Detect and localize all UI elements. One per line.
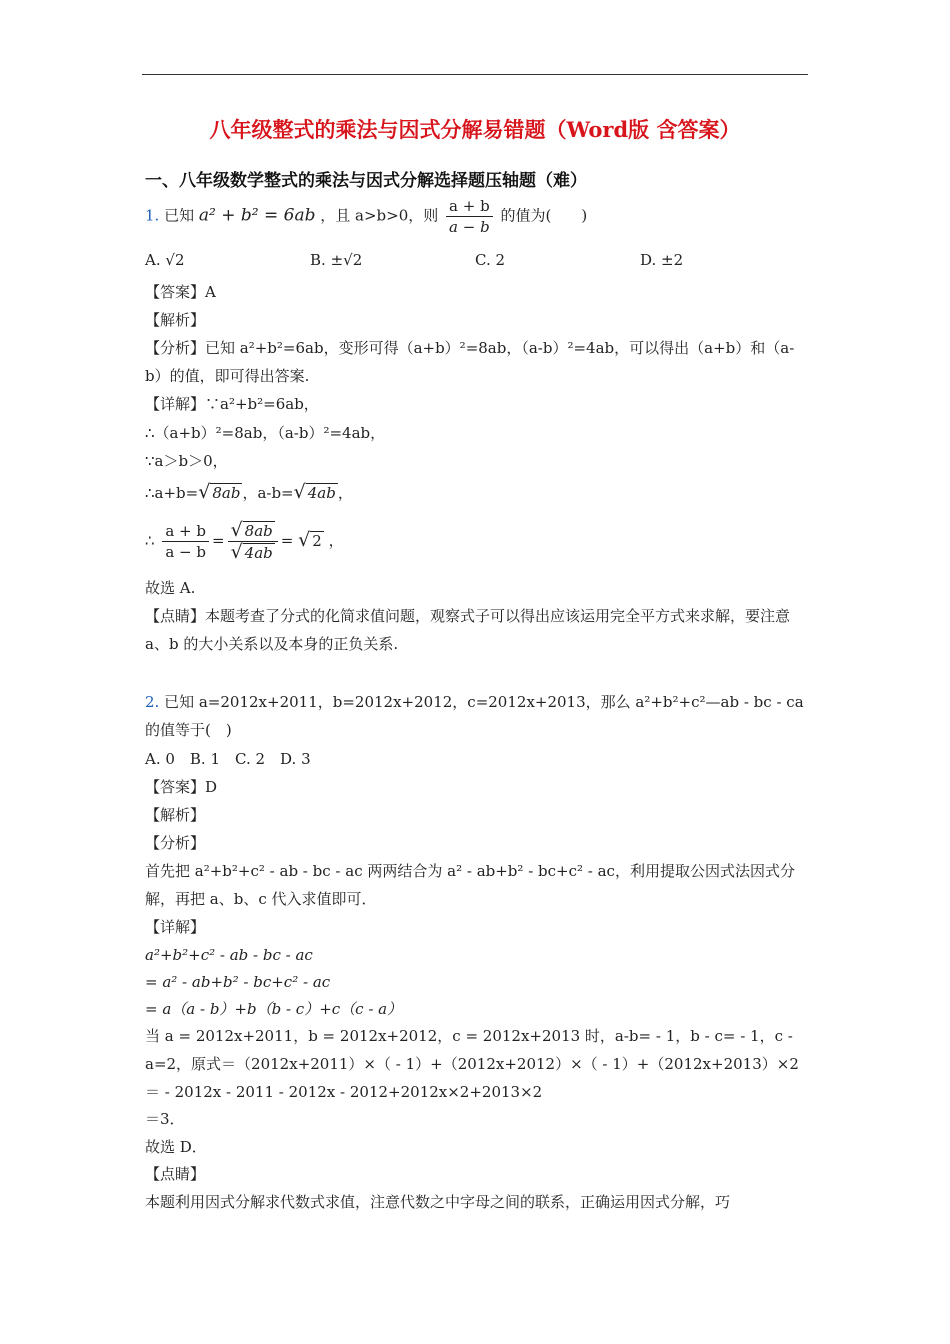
q1-stem-c: 的值为( ) <box>500 206 588 225</box>
q1-step-4: ∴ $\frac{a + b}{a - b}$ = $\frac{√ 8ab}{√ 4ab}$ = √ 2 ， <box>145 519 344 563</box>
q1-step-2: ∵a＞b＞0， <box>145 452 228 470</box>
q1-step-1: ∴（a+b）²=8ab，（a-b）²=4ab， <box>145 424 386 442</box>
q1-step-3: ∴a+b=√ 8ab ，a-b=√ 4ab ， <box>145 481 353 503</box>
sqrt-8ab: √ 8ab <box>198 481 241 503</box>
q1-step4-fraction: $\frac{a + b}{a - b}$ <box>162 521 209 562</box>
q1-fraction <box>446 196 493 237</box>
document-title: 八年级整式的乘法与因式分解易错题（Word版 含答案） <box>209 117 741 142</box>
section-heading: 一、八年级数学整式的乘法与因式分解选择题压轴题（难） <box>145 171 587 191</box>
q2-answer: 【答案】D <box>145 778 218 796</box>
q2-fenxi-heading: 【分析】 <box>145 834 206 852</box>
q2-dianjing: 本题利用因式分解求代数式求值，注意代数之中字母之间的联系，正确运用因式分解，巧 <box>145 1193 731 1211</box>
q2-xiangjie-heading: 【详解】 <box>145 918 206 936</box>
sqrt-4ab: √ 4ab <box>293 481 336 503</box>
q1-fraction-numerator: a + b <box>446 196 493 217</box>
q1-option-d: D. ±2 <box>640 251 684 269</box>
q1-dianjing: 【点睛】本题考查了分式的化简求值问题，观察式子可以得出应该运用完全平方式来求解，要注意 a、b 的大小关系以及本身的正负关系. <box>145 607 791 653</box>
q2-fenxi: 首先把 a²+b²+c² - ab - bc - ac 两两结合为 a² - ab+b² - bc+c² - ac，利用提取公因式法因式分解，再把 a、b、c 代入求值即可． <box>145 862 795 908</box>
q2-step-5: ＝ - 2012x - 2011 - 2012x - 2012+2012x×2+2013×2 <box>145 1083 543 1101</box>
q2-dianjing-heading: 【点睛】 <box>145 1165 206 1183</box>
q2-stem: 2. 已知 a=2012x+2011，b=2012x+2012，c=2012x+2013，那么 a²+b²+c²—ab - bc - ca 的值等于( ) <box>145 693 804 739</box>
q2-step-6: ＝3． <box>145 1110 185 1128</box>
q2-step-4: 当 a = 2012x+2011，b = 2012x+2012，c = 2012x+2013 时，a-b= - 1，b - c= - 1，c - a=2，原式＝（2012x+2011）×（ - 1）+（2012x+2012）×（ - 1）+（2012x+2013）×2 <box>145 1027 799 1073</box>
q1-equation: a² + b² = 6ab <box>198 205 316 226</box>
q1-xiangjie: 【详解】∵a²+b²=6ab， <box>145 395 319 413</box>
sqrt-2: √ 2 <box>298 528 322 551</box>
q1-fenxi: 【分析】已知 a²+b²=6ab，变形可得（a+b）²=8ab，（a-b）²=4ab，可以得出（a+b）和（a-b）的值，即可得出答案. <box>145 339 795 385</box>
q1-option-c: C. 2 <box>475 251 506 269</box>
q2-step-1: a²+b²+c² - ab - bc - ac <box>145 946 313 964</box>
q1-conclusion: 故选 A. <box>145 579 196 597</box>
q2-analysis-heading: 【解析】 <box>145 806 206 824</box>
q2-conclusion: 故选 D． <box>145 1138 207 1156</box>
q1-stem-a: 已知 <box>164 206 195 225</box>
q1-option-a: A. √2 <box>145 251 185 269</box>
q1-step4-radical-fraction: $\frac{√ 8ab}{√ 4ab}$ <box>228 520 278 563</box>
q2-step-2: = a² - ab+b² - bc+c² - ac <box>145 973 331 991</box>
q1-stem-b: ，且 a>b>0，则 <box>320 206 439 225</box>
q1-fraction-denominator: a − b <box>449 218 490 236</box>
q2-number: 2. <box>145 693 160 711</box>
q1-number: 1. <box>145 206 160 225</box>
q2-options: A. 0 B. 1 C. 2 D. 3 <box>145 750 311 768</box>
q1-stem <box>145 196 587 237</box>
q1-option-b: B. ±√2 <box>310 251 363 269</box>
header-rule <box>142 74 808 75</box>
q2-step-3: = a（a - b）+b（b - c）+c（c - a） <box>145 1000 403 1018</box>
q1-analysis-heading: 【解析】 <box>145 311 206 329</box>
q1-answer: 【答案】A <box>145 283 216 301</box>
